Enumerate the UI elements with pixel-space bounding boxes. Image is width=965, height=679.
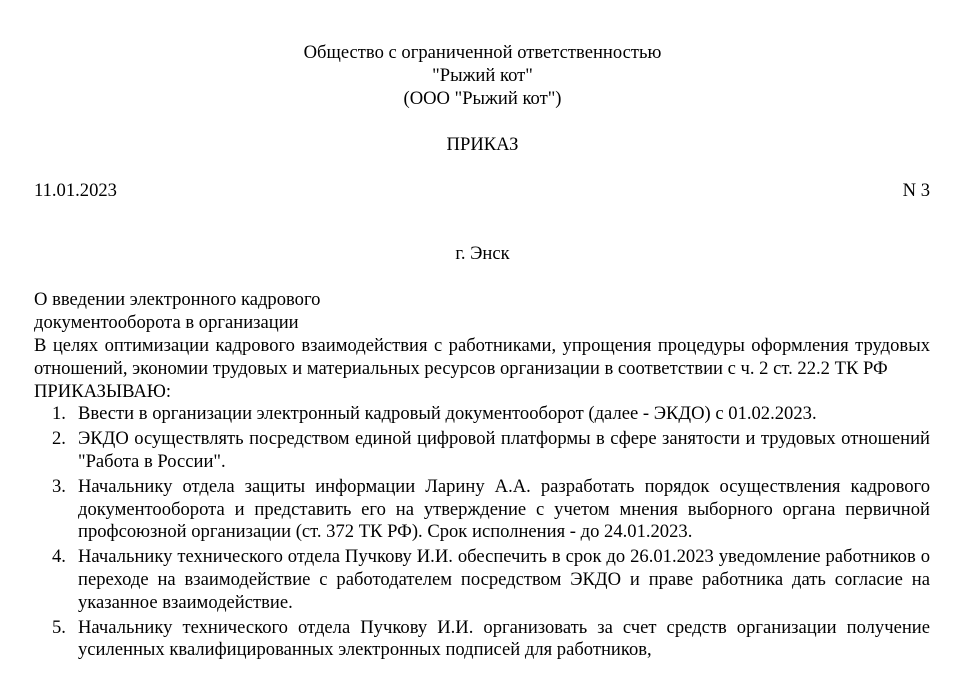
- list-item-text: Ввести в организации электронный кадровый документооборот (далее - ЭКДО) с 01.02.2023.: [78, 403, 817, 425]
- list-item: [34, 403, 930, 426]
- list-item-text: Начальнику технического отдела Пучкову И.И. обеспечить в срок до 26.01.2023 уведомление работников о переходе на взаимодействие с работодателем посредством ЭКДО и праве работника дать согласие на указанное взаимодействие.: [78, 546, 930, 613]
- order-number: N 3: [902, 180, 930, 201]
- list-item: [34, 546, 930, 614]
- preamble-paragraph: В целях оптимизации кадрового взаимодействия с работниками, упрощения процедуры оформления трудовых отношений, экономии трудовых и материальных ресурсов организации в соответствии с ч. 2 ст. 22.2 ТК РФ: [34, 335, 930, 379]
- subject-line-2: документооборота в организации: [34, 312, 299, 333]
- list-item-text: Начальнику технического отдела Пучкову И.И. организовать за счет средств организации получение усиленных квалифицированных электронных подписей для работников,: [78, 616, 930, 661]
- list-item-number: 3.: [52, 475, 66, 497]
- list-item: [34, 617, 930, 663]
- list-item: [34, 428, 930, 474]
- list-item-text: Начальнику отдела защиты информации Ларину А.А. разработать порядок осуществления кадрового документооборота и представить его на утверждение с учетом мнения выборного органа первичной профсоюзной организации (ст. 372 ТК РФ). Срок исполнения - до 24.01.2023.: [78, 475, 930, 543]
- order-word: ПРИКАЗЫВАЮ:: [34, 380, 172, 402]
- list-item-number: 2.: [52, 428, 66, 450]
- organization-name: Общество с ограниченной ответственностью: [303, 42, 662, 63]
- order-city: г. Энск: [455, 243, 510, 264]
- list-item-number: 4.: [52, 546, 66, 568]
- list-item-number: 5.: [52, 616, 66, 638]
- order-items-list: [34, 403, 930, 662]
- order-date: 11.01.2023: [34, 180, 117, 201]
- organization-quoted-name: "Рыжий кот": [432, 65, 533, 86]
- list-item-text: ЭКДО осуществлять посредством единой цифровой платформы в сфере занятости и трудовых отношений "Работа в России".: [78, 428, 930, 472]
- subject-line-1: О введении электронного кадрового: [34, 289, 321, 310]
- order-subject: [34, 289, 930, 335]
- list-item: [34, 476, 930, 544]
- document-title: ПРИКАЗ: [446, 134, 519, 155]
- list-item-number: 1.: [52, 403, 66, 425]
- organization-header: [0, 42, 965, 111]
- document-body: [34, 289, 930, 662]
- organization-short-name: (ООО "Рыжий кот"): [403, 88, 562, 109]
